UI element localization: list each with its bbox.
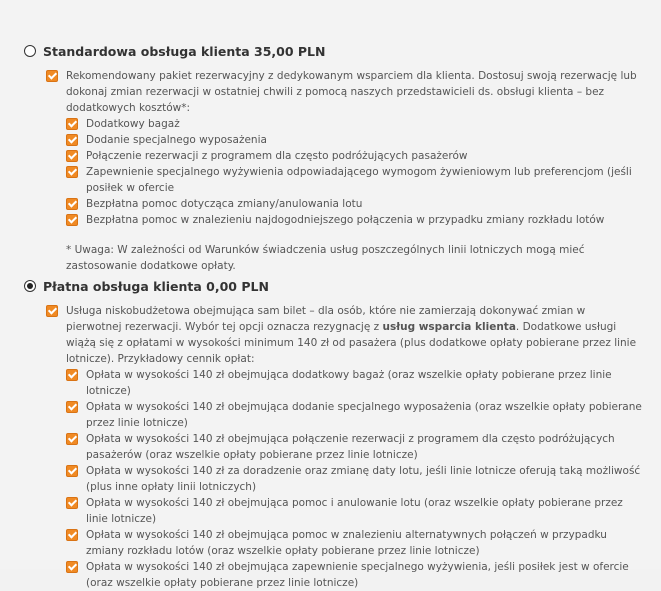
standard-list-item-text: Bezpłatna pomoc dotycząca zmiany/anulowania lotu [86, 198, 363, 210]
paid-list-item-text: Opłata w wysokości 140 zł za doradzenie oraz zmianę daty lotu, jeśli linie lotnicze oferują taką możliwość (plus inne opłaty linii lotniczych) [86, 465, 641, 493]
checkmark-icon [66, 465, 78, 477]
checkmark-icon [66, 497, 78, 509]
paid-list-item-text: Opłata w wysokości 140 zł obejmująca pomoc i anulowanie lotu (oraz wszelkie opłaty pobierane przez linie lotnicze) [86, 497, 623, 525]
standard-description: Rekomendowany pakiet rezerwacyjny z dedykowanym wsparciem dla klienta. Dostosuj swoją rezerwację lub dokonaj zmian rezerwacji w ostatniej chwili z pomocą naszych przedstawicieli ds. obsługi klienta – bez dodatkowych kosztów*: [66, 70, 637, 114]
paid-list-item-text: Opłata w wysokości 140 zł obejmująca dodatkowy bagaż (oraz wszelkie opłaty pobierane przez linie lotnicze) [86, 369, 612, 397]
paid-service-option [24, 275, 644, 591]
checkmark-icon [66, 433, 78, 445]
paid-list-item-text: Opłata w wysokości 140 zł obejmująca zapewnienie specjalnego wyżywienia, jeśli posiłek jest w ofercie (oraz wszelkie opłaty pobierane przez linie lotnicze) [86, 561, 629, 589]
paid-description-row [24, 303, 644, 367]
standard-service-header[interactable] [24, 40, 644, 62]
checkmark-icon [66, 561, 78, 573]
paid-service-title[interactable]: Płatna obsługa klienta 0,00 PLN [43, 278, 269, 294]
standard-service-title[interactable]: Standardowa obsługa klienta 35,00 PLN [43, 43, 326, 59]
standard-list-item [24, 164, 644, 196]
paid-list-item [24, 559, 644, 591]
paid-list-item [24, 399, 644, 431]
checkmark-icon [66, 118, 78, 130]
standard-list-item [24, 212, 644, 228]
standard-list-item [24, 132, 644, 148]
standard-list-item-text: Dodanie specjalnego wyposażenia [86, 134, 267, 146]
checkmark-icon [66, 369, 78, 381]
checkmark-icon [46, 70, 58, 82]
paid-description-bold: usług wsparcia klienta [382, 321, 516, 333]
paid-description-part2: . Dodatkowe usługi wiążą się z opłatami w wysokości minimum 140 zł od pasażera (plus dodatkowe opłaty pobierane przez linie lotnicze). Przykładowy cennik opłat: [66, 321, 637, 365]
checkmark-icon [46, 305, 58, 317]
standard-list-item [24, 196, 644, 212]
standard-list-item-text: Bezpłatna pomoc w znalezieniu najdogodniejszego połączenia w przypadku zmiany rozkładu lotów [86, 214, 605, 226]
paid-list-item-text: Opłata w wysokości 140 zł obejmująca pomoc w znalezieniu alternatywnych połączeń w przypadku zmiany rozkładu lotów (oraz wszelkie opłaty pobierane przez linie lotnicze) [86, 529, 607, 557]
standard-list-item-text: Połączenie rezerwacji z programem dla często podróżujących pasażerów [86, 150, 468, 162]
paid-description [66, 303, 644, 367]
standard-service-option [24, 40, 644, 274]
paid-list-item [24, 527, 644, 559]
paid-list-item [24, 495, 644, 527]
checkmark-icon [66, 214, 78, 226]
standard-list-item-text: Zapewnienie specjalnego wyżywienia odpowiadającego wymogom żywieniowym lub preferencjom (jeśli posiłek w ofercie [86, 166, 632, 194]
standard-description-row [24, 68, 644, 116]
paid-list-item-text: Opłata w wysokości 140 zł obejmująca dodanie specjalnego wyposażenia (oraz wszelkie opłaty pobierane przez linie lotnicze) [86, 401, 642, 429]
standard-note: * Uwaga: W zależności od Warunków świadczenia usług poszczególnych linii lotniczych mogą mieć zastosowanie dodatkowe opłaty. [66, 244, 585, 272]
checkmark-icon [66, 166, 78, 178]
checkmark-icon [66, 529, 78, 541]
paid-service-header[interactable] [24, 275, 644, 297]
paid-description-part1: Usługa niskobudżetowa obejmująca sam bilet – dla osób, które nie zamierzają dokonywać zmian w pierwotnej rezerwacji. Wybór tej opcji oznacza rezygnację z [66, 305, 586, 333]
paid-list-item [24, 463, 644, 495]
standard-list-item [24, 116, 644, 132]
checkmark-icon [66, 134, 78, 146]
paid-service-radio[interactable] [24, 280, 36, 292]
standard-service-radio[interactable] [24, 45, 36, 57]
paid-list-item [24, 431, 644, 463]
paid-list-item [24, 367, 644, 399]
checkmark-icon [66, 150, 78, 162]
checkmark-icon [66, 401, 78, 413]
standard-list-item [24, 148, 644, 164]
paid-list-item-text: Opłata w wysokości 140 zł obejmująca połączenie rezerwacji z programem dla często podróżujących pasażerów (oraz wszelkie opłaty pobierane przez linie lotnicze) [86, 433, 615, 461]
checkmark-icon [66, 198, 78, 210]
standard-list-item-text: Dodatkowy bagaż [86, 118, 180, 130]
